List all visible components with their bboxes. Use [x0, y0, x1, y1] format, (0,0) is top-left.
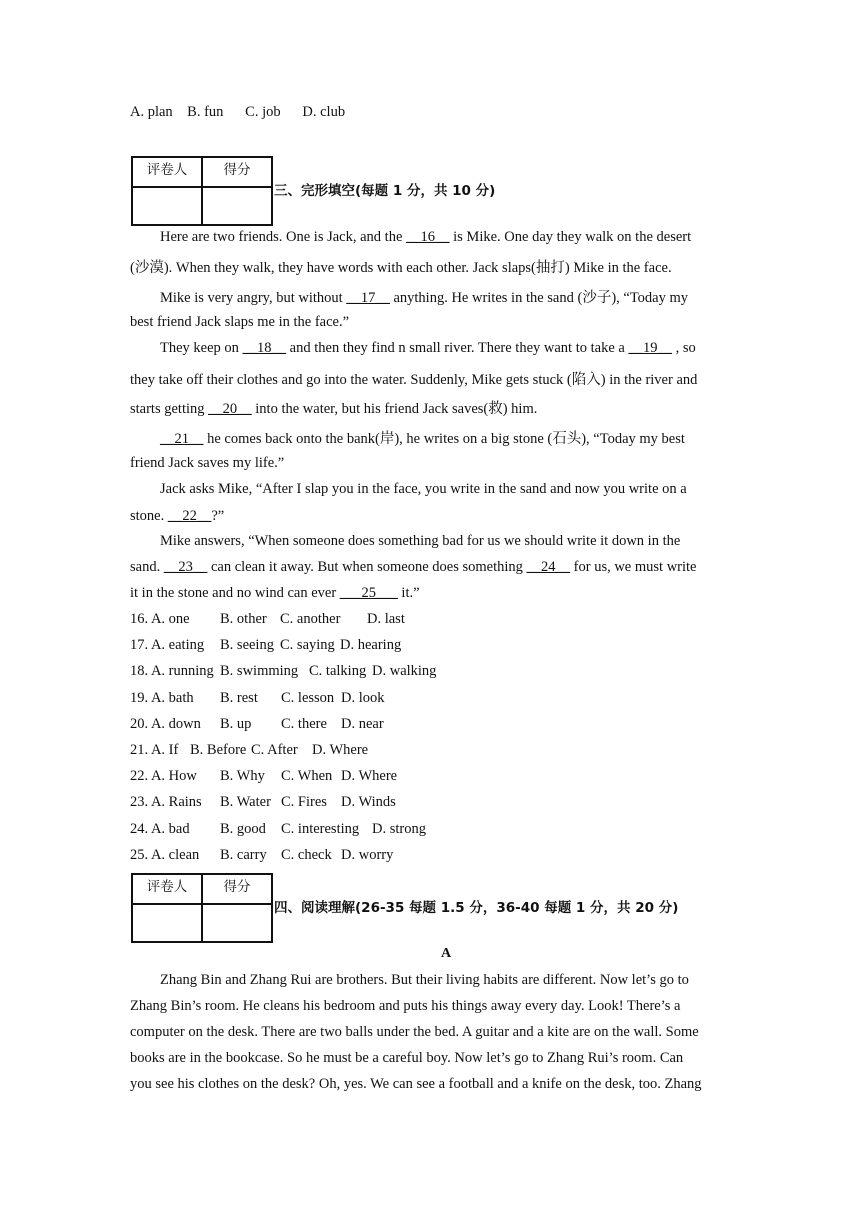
- passage-line: best friend Jack slaps me in the face.”: [130, 314, 350, 330]
- question-25: 25. A. clean B. carry C. check D. worry: [130, 847, 394, 863]
- score-cell: [202, 904, 272, 942]
- passage-line: it in the stone and no wind can ever ___25___ it.”: [130, 585, 420, 601]
- question-23: 23. A. Rains B. Water C. Fires D. Winds: [130, 794, 396, 810]
- question-24: 24. A. bad B. good C. interesting D. strong: [130, 821, 426, 837]
- passage-line: Mike answers, “When someone does something bad for us we should write it down in the: [160, 533, 681, 549]
- score-cell: [202, 187, 272, 225]
- passage-line: stone. __22__?”: [130, 508, 225, 524]
- blank-20: __20__: [208, 401, 252, 417]
- passage-line: (沙漠). When they walk, they have words with each other. Jack slaps(抽打) Mike in the face.: [130, 260, 672, 276]
- passage-line: friend Jack saves my life.”: [130, 455, 285, 471]
- blank-17: __17__: [346, 290, 390, 306]
- grader-header: 评卷人: [132, 157, 202, 187]
- question-18: 18. A. running B. swimming C. talking D. walking: [130, 663, 437, 679]
- grader-cell: [132, 904, 202, 942]
- passage-line: sand. __23__ can clean it away. But when someone does something __24__ for us, we must write: [130, 559, 697, 575]
- question-21: 21. A. If B. Before C. After D. Where: [130, 742, 369, 758]
- passage-line: they take off their clothes and go into the water. Suddenly, Mike gets stuck (陷入) in the river and: [130, 372, 698, 388]
- score-header: 得分: [202, 874, 272, 904]
- passage-line: Mike is very angry, but without __17__ anything. He writes in the sand (沙子), “Today my: [160, 290, 689, 306]
- question-16: 16. A. one B. other C. another D. last: [130, 611, 405, 627]
- passage-line: books are in the bookcase. So he must be a careful boy. Now let’s go to Zhang Rui’s room. Can: [130, 1050, 684, 1066]
- score-table-4: [131, 873, 273, 943]
- question-19: 19. A. bath B. rest C. lesson D. look: [130, 690, 385, 706]
- question-17: 17. A. eating B. seeing C. saying D. hearing: [130, 637, 402, 653]
- option-text: A. plan B. fun C. job D. club: [130, 104, 346, 120]
- passage-line: Jack asks Mike, “After I slap you in the face, you write in the sand and now you write on a: [160, 481, 687, 497]
- passage-line: Zhang Bin and Zhang Rui are brothers. But their living habits are different. Now let’s go to: [160, 972, 689, 988]
- blank-18: __18__: [242, 340, 287, 356]
- section-4-title: 四、阅读理解(26-35 每题 1.5 分，36-40 每题 1 分，共 20 分): [274, 900, 679, 916]
- passage-line: you see his clothes on the desk? Oh, yes. We can see a football and a knife on the desk, too. Zhang: [130, 1076, 702, 1092]
- passage-line: They keep on __18__ and then they find n small river. There they want to take a __19__ , so: [160, 340, 696, 356]
- passage-line: Zhang Bin’s room. He cleans his bedroom and puts his things away every day. Look! There’s a: [130, 998, 681, 1014]
- grader-cell: [132, 187, 202, 225]
- passage-line: starts getting __20__ into the water, but his friend Jack saves(救) him.: [130, 401, 538, 417]
- section-3-title: 三、完形填空(每题 1 分，共 10 分): [274, 183, 496, 199]
- question-22: 22. A. How B. Why C. When D. Where: [130, 768, 398, 784]
- blank-19: __19__: [628, 340, 672, 356]
- blank-16: __16__: [406, 229, 450, 245]
- blank-25: ___25___: [339, 585, 398, 601]
- question-20: 20. A. down B. up C. there D. near: [130, 716, 384, 732]
- blank-24: __24__: [526, 559, 571, 575]
- passage-line: Here are two friends. One is Jack, and the __16__ is Mike. One day they walk on the desert: [160, 229, 692, 245]
- blank-21: __21__: [160, 431, 204, 447]
- passage-label: A: [441, 946, 452, 961]
- blank-22: __22__: [167, 508, 212, 524]
- top-options: [130, 104, 345, 121]
- grader-header: 评卷人: [132, 874, 202, 904]
- score-table-3: [131, 156, 273, 226]
- blank-23: __23__: [163, 559, 208, 575]
- passage-line: __21__ he comes back onto the bank(岸), he writes on a big stone (石头), “Today my best: [160, 431, 685, 447]
- passage-line: computer on the desk. There are two balls under the bed. A guitar and a kite are on the wall. Some: [130, 1024, 699, 1040]
- score-header: 得分: [202, 157, 272, 187]
